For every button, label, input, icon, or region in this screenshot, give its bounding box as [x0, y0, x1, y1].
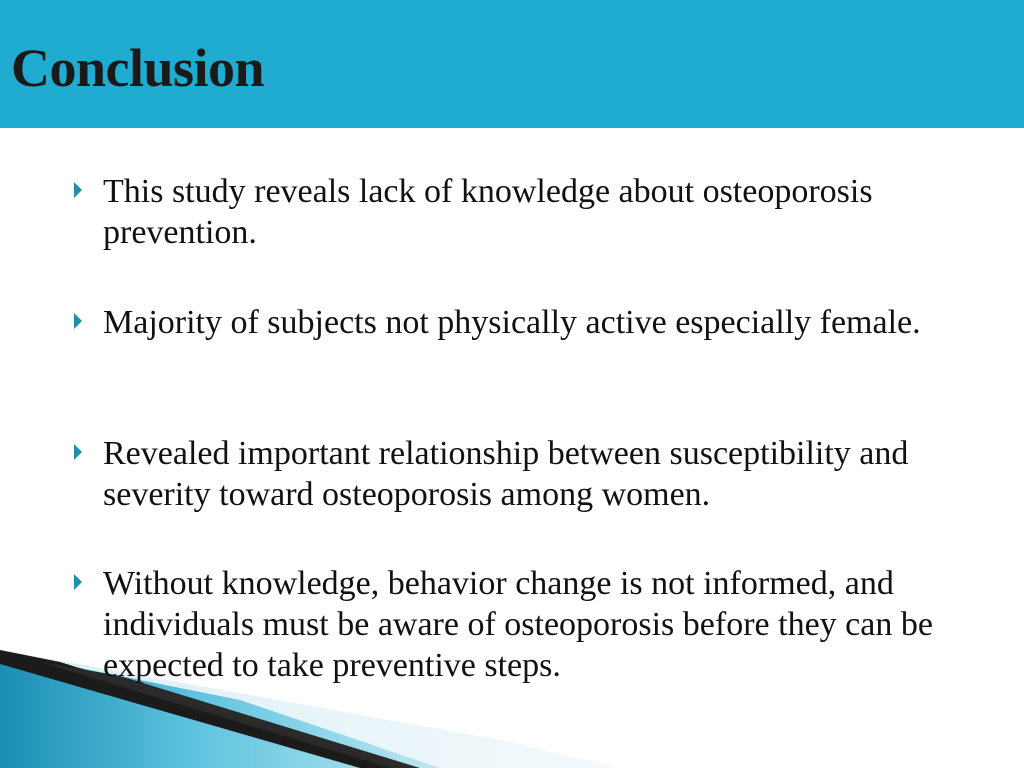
slide-title: Conclusion — [11, 38, 265, 98]
bullet-text: Revealed important relationship between susceptibility and severity toward osteoporosis among women. — [103, 435, 909, 513]
triangle-bullet-icon — [74, 313, 82, 329]
triangle-bullet-icon — [74, 182, 82, 198]
bullet-text: Without knowledge, behavior change is not informed, and individuals must be aware of osteoporosis before they can be expected to take preventive steps. — [103, 565, 933, 684]
triangle-bullet-icon — [74, 574, 82, 590]
triangle-bullet-icon — [74, 444, 82, 460]
bullet-text: Majority of subjects not physically active especially female. — [103, 304, 921, 341]
bullet-text: This study reveals lack of knowledge about osteoporosis prevention. — [103, 173, 873, 251]
